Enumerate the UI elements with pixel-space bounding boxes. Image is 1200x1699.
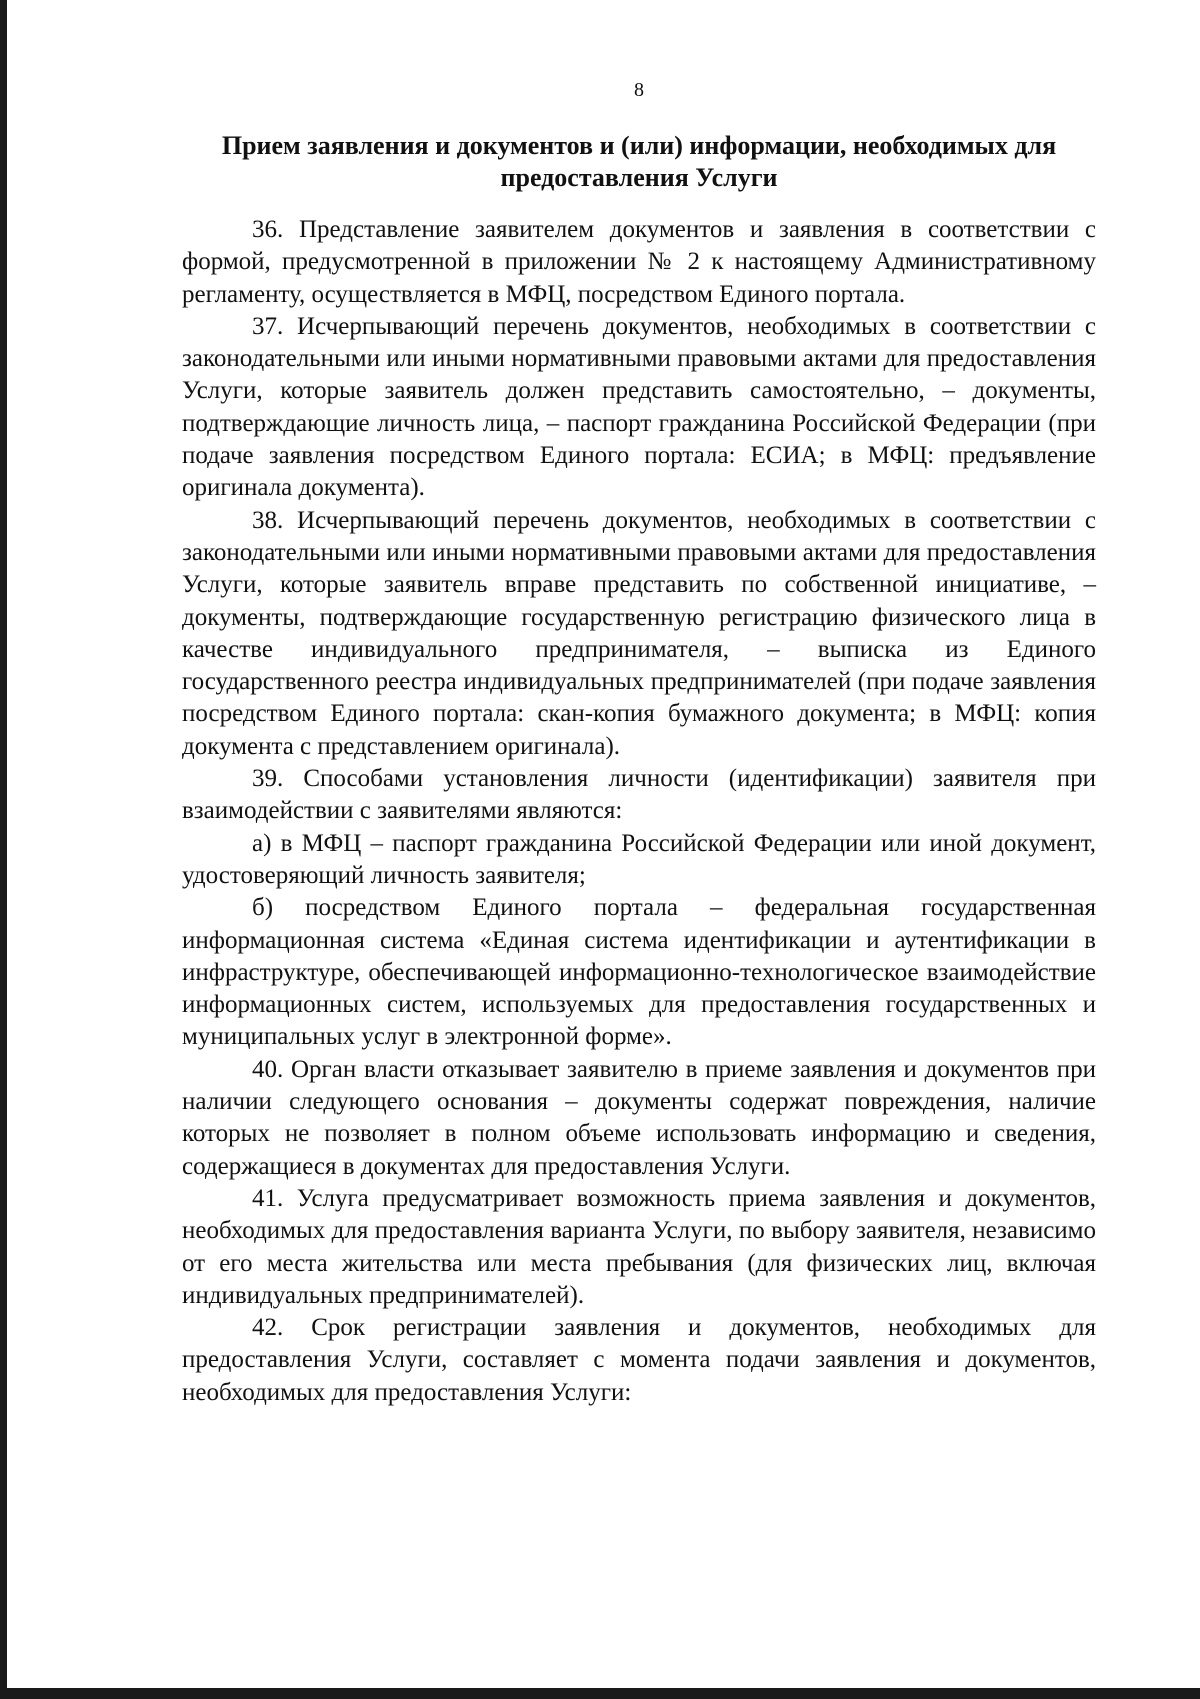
paragraph-36: 36. Представление заявителем документов и заявления в соответствии с формой, предусмотренной в приложении № 2 к настоящему Административному регламенту, осуществляется в МФЦ, посредством Единого портала.: [182, 216, 1096, 308]
scan-left-edge: [0, 0, 7, 1699]
scan-bottom-edge: [0, 1688, 1200, 1699]
paragraph-39-a: а) в МФЦ – паспорт гражданина Российской Федерации или иной документ, удостоверяющий личность заявителя;: [182, 829, 1096, 889]
paragraph-37: 37. Исчерпывающий перечень документов, необходимых в соответствии с законодательными или иными нормативными правовыми актами для предоставления Услуги, которые заявитель должен представить самостоятельно, – документы, подтверждающие личность лица, – паспорт гражданина Российской Федерации (при подаче заявления посредством Единого портала: ЕСИА; в МФЦ: предъявление оригинала документа).: [182, 312, 1096, 502]
paragraph-42: 42. Срок регистрации заявления и документов, необходимых для предоставления Услуги, составляет с момента подачи заявления и документов, необходимых для предоставления Услуги:: [182, 1314, 1096, 1406]
paragraph-38: 38. Исчерпывающий перечень документов, необходимых в соответствии с законодательными или иными нормативными правовыми актами для предоставления Услуги, которые заявитель вправе представить по собственной инициативе, – документы, подтверждающие государственную регистрацию физического лица в качестве индивидуального предпринимателя, – выписка из Единого государственного реестра индивидуальных предпринимателей (при подаче заявления посредством Единого портала: скан-копия бумажного документа; в МФЦ: копия документа с представлением оригинала).: [182, 506, 1096, 760]
paragraph-39: 39. Способами установления личности (идентификации) заявителя при взаимодействии с заявителями являются:: [182, 765, 1096, 825]
section-title: Прием заявления и документов и (или) информации, необходимых для предоставления Услуги: [221, 131, 1057, 192]
paragraph-39-b: б) посредством Единого портала – федеральная государственная информационная система «Единая система идентификации и аутентификации в инфраструктуре, обеспечивающей информационно-технологическое взаимодействие информационных систем, используемых для предоставления государственных и муниципальных услуг в электронной форме».: [182, 894, 1096, 1051]
paragraph-40: 40. Орган власти отказывает заявителю в приеме заявления и документов при наличии следующего основания – документы содержат повреждения, наличие которых не позволяет в полном объеме использовать информацию и сведения, содержащиеся в документах для предоставления Услуги.: [182, 1055, 1096, 1180]
page-body: [182, 78, 1096, 1409]
page-number: 8: [634, 79, 644, 101]
paragraph-41: 41. Услуга предусматривает возможность приема заявления и документов, необходимых для предоставления варианта Услуги, по выбору заявителя, независимо от его места жительства или места пребывания (для физических лиц, включая индивидуальных предпринимателей).: [182, 1184, 1096, 1309]
document-content: [182, 214, 1096, 1409]
